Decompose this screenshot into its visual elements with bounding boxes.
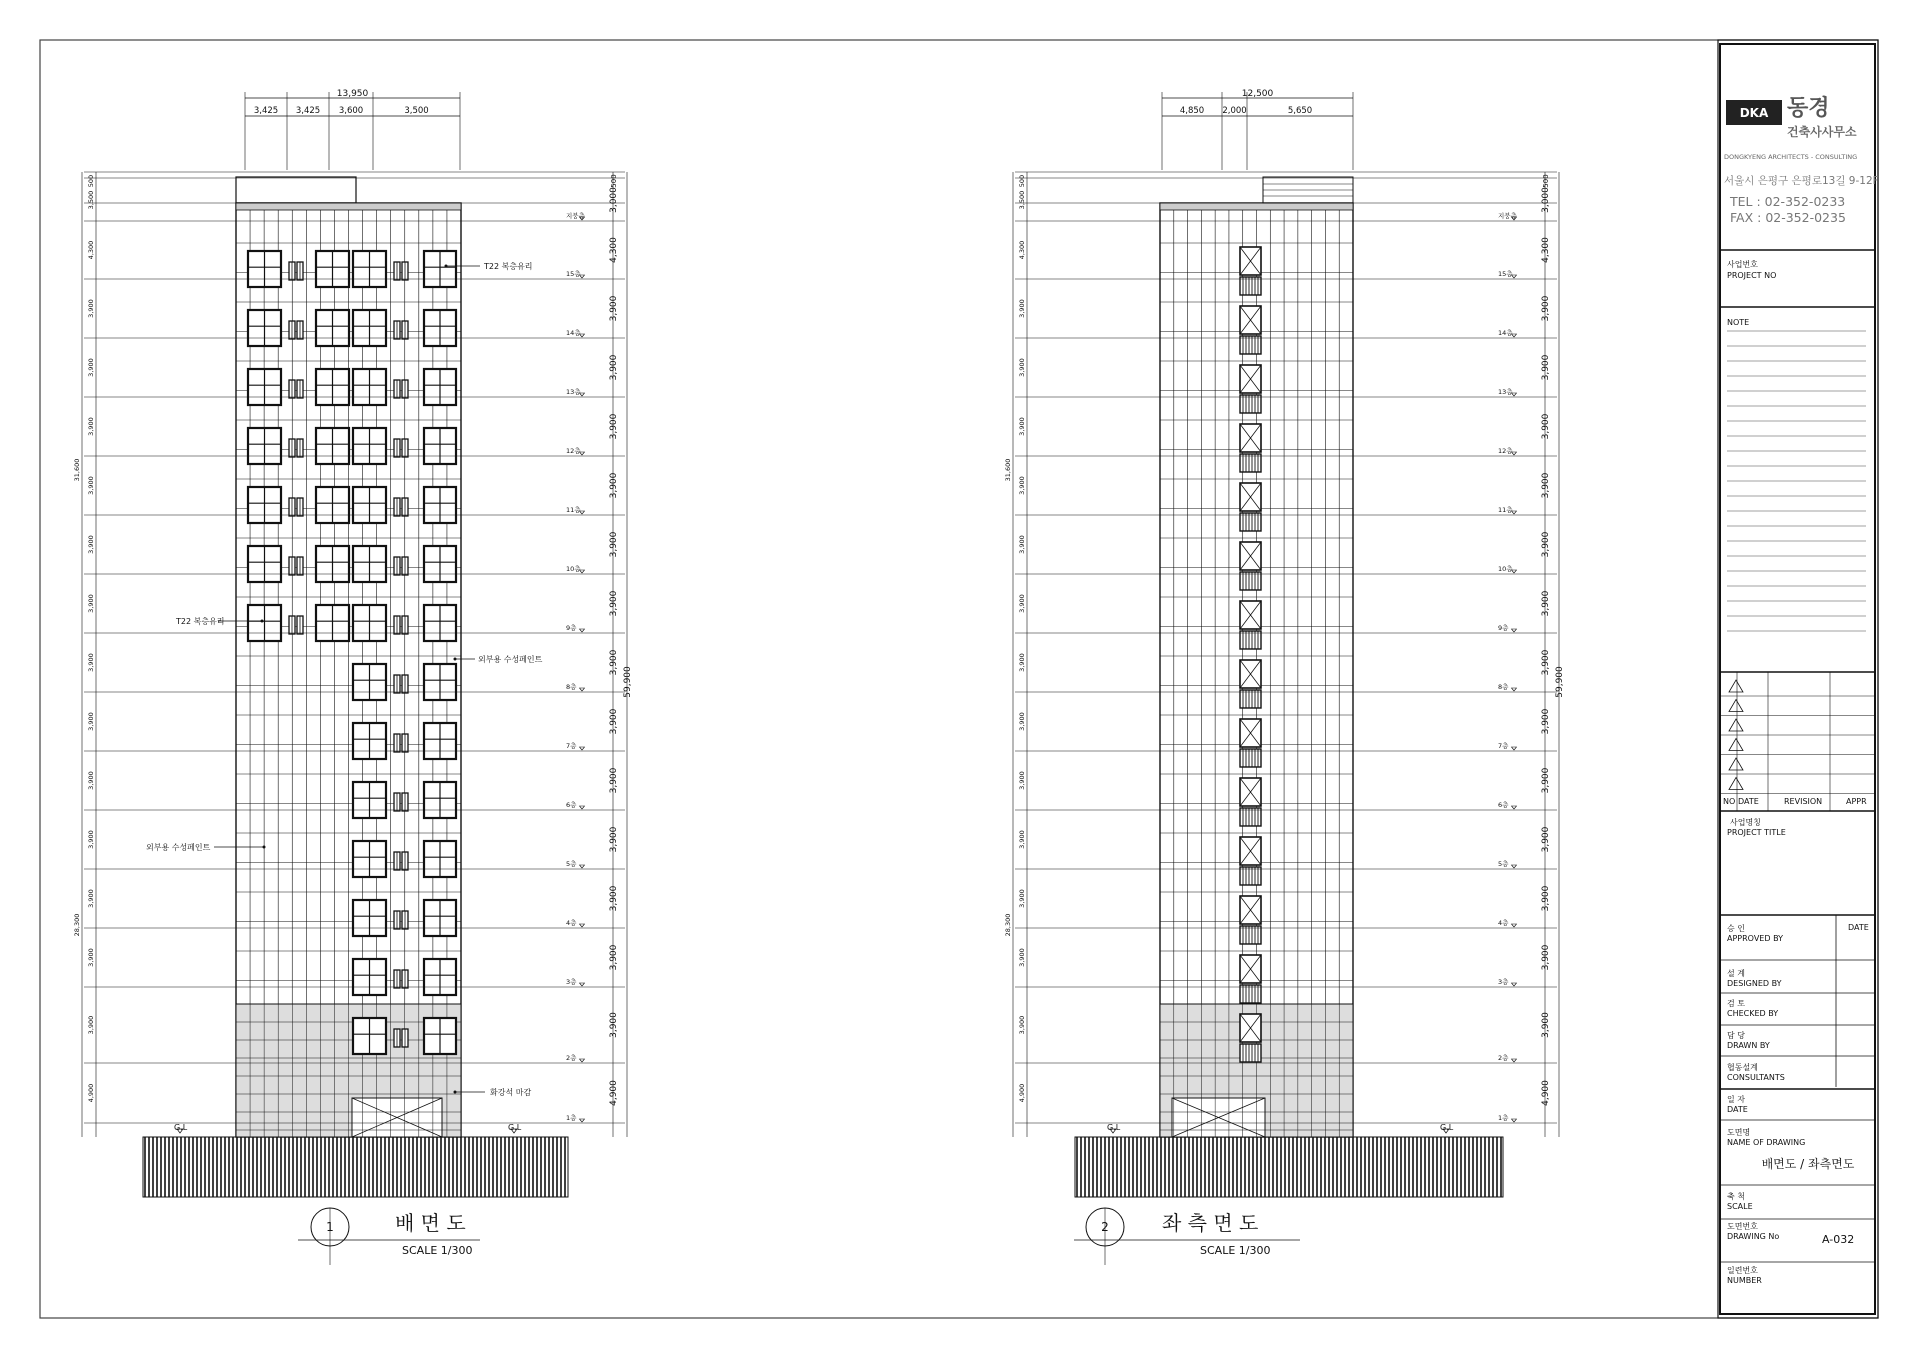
svg-text:NOTE: NOTE (1727, 318, 1750, 327)
dim-bay-text: 3,600 (338, 106, 364, 116)
dim-right-text: 3,000 (609, 187, 619, 213)
dim-right-total-text: 59,900 (623, 666, 633, 698)
svg-text:외부용 수성페인트: 외부용 수성페인트 (478, 655, 543, 664)
level-label: 8층 (1498, 683, 1509, 691)
gl-label-2b: G.L (1440, 1123, 1454, 1132)
view-title-1 (298, 1208, 480, 1265)
svg-text:PROJECT NO: PROJECT NO (1727, 271, 1777, 280)
level-label: 8층 (566, 683, 577, 691)
dim-left-total-upper: 31,600 (1004, 458, 1012, 482)
dim-right-text: 3,000 (1541, 187, 1551, 213)
dim-left-text: 3,900 (1018, 771, 1026, 790)
level-label: 10층 (566, 565, 581, 573)
dim-right-text: 3,900 (609, 531, 619, 558)
level-triangle (1512, 747, 1517, 750)
svg-text:2: 2 (1101, 1220, 1109, 1234)
dim-left-text: 3,900 (87, 889, 95, 908)
dim-right-text: 3,900 (1541, 354, 1551, 381)
note-lines (1727, 331, 1866, 631)
parapet-band-2 (1160, 203, 1353, 210)
firm-logo-icon (1726, 100, 1782, 125)
dim-left-text: 3,900 (1018, 594, 1026, 613)
level-label: 9층 (566, 624, 577, 632)
dim-top-extra-left: 500 (1018, 174, 1026, 188)
revision-triangle-icon (1729, 700, 1743, 712)
svg-text:검 토: 검 토 (1727, 999, 1745, 1008)
svg-text:NUMBER: NUMBER (1727, 1276, 1762, 1285)
level-label: 13층 (566, 388, 581, 396)
level-triangle (580, 1119, 585, 1122)
revision-triangle-icon (1729, 778, 1743, 790)
level-triangle (580, 629, 585, 632)
dim-left-text: 3,900 (87, 948, 95, 967)
level-label: 7층 (1498, 742, 1509, 750)
dim-left-text: 3,900 (87, 417, 95, 436)
svg-text:협동설계: 협동설계 (1727, 1063, 1758, 1072)
dim-right-text: 3,900 (609, 885, 619, 912)
dim-right-text: 3,900 (1541, 472, 1551, 499)
dim-top-extra-left: 500 (87, 174, 95, 188)
svg-text:APPROVED BY: APPROVED BY (1727, 934, 1784, 943)
firm-english: DONGKYENG ARCHITECTS - CONSULTING (1724, 153, 1858, 161)
level-triangle (1512, 629, 1517, 632)
dim-right-text: 3,900 (1541, 767, 1551, 794)
svg-text:T22 복층유리: T22 복층유리 (484, 262, 533, 271)
dim-right-text: 3,900 (1541, 590, 1551, 617)
dim-left-total-upper: 31,600 (73, 458, 81, 482)
dim-left-text: 3,900 (87, 771, 95, 790)
gl-label-1b: G.L (508, 1123, 522, 1132)
svg-text:T22 복층유리: T22 복층유리 (176, 617, 225, 626)
dim-bay-text: 3,425 (253, 106, 279, 116)
firm-tel: TEL : 02-352-0233 (1730, 194, 1846, 209)
svg-text:A-032: A-032 (1822, 1233, 1855, 1246)
dim-left-text: 3,500 (1018, 190, 1026, 210)
dim-right-text: 3,900 (609, 826, 619, 853)
entrance-door-1 (352, 1098, 442, 1137)
level-label: 지붕층 (1498, 212, 1517, 220)
dim-total-text: 12,500 (1241, 89, 1274, 99)
level-label: 14층 (1498, 329, 1513, 337)
level-triangle (580, 983, 585, 986)
firm-address: 서울시 은평구 은평로13길 9-12F (1724, 175, 1879, 187)
dim-left-text: 3,900 (87, 594, 95, 613)
dim-left-text: 3,900 (87, 653, 95, 672)
level-label: 3층 (566, 978, 577, 986)
note-paint-right (454, 654, 543, 664)
dim-right-text: 3,900 (1541, 944, 1551, 971)
svg-text:DRAWN BY: DRAWN BY (1727, 1041, 1770, 1050)
dim-top-extra-right: 500 (1542, 174, 1550, 188)
dim-left-text: 3,900 (1018, 535, 1026, 554)
dim-left-text: 3,900 (87, 299, 95, 318)
svg-text:설 계: 설 계 (1727, 969, 1745, 978)
level-label: 9층 (1498, 624, 1509, 632)
left-side-elevation (1004, 89, 1565, 1265)
level-label: 5층 (566, 860, 577, 868)
dim-left-text: 3,900 (1018, 653, 1026, 672)
dim-right-text: 3,900 (1541, 885, 1551, 912)
dim-left-text: 3,900 (1018, 417, 1026, 436)
dim-left-text: 3,900 (87, 1015, 95, 1035)
revision-triangle-icon (1729, 719, 1743, 731)
level-label: 2층 (566, 1054, 577, 1062)
dim-right-text: 3,900 (609, 295, 619, 322)
dim-right-text: 3,900 (609, 413, 619, 440)
dim-right-text: 3,900 (1541, 413, 1551, 440)
dim-top-extra-right: 500 (610, 174, 618, 188)
windows-1 (248, 251, 456, 1054)
dim-left-text: 3,900 (87, 358, 95, 377)
svg-text:사업번호: 사업번호 (1727, 260, 1758, 269)
level-label: 14층 (566, 329, 581, 337)
title-block (1718, 40, 1879, 1318)
level-label: 15층 (566, 270, 581, 278)
roof-equipment-2 (1263, 177, 1353, 203)
penthouse-1 (236, 177, 356, 203)
svg-text:도면명: 도면명 (1727, 1128, 1751, 1137)
dim-left-text: 3,900 (87, 476, 95, 495)
dim-right-text: 3,900 (609, 472, 619, 499)
svg-text:담 당: 담 당 (1727, 1031, 1745, 1040)
windows-2 (1240, 247, 1261, 1062)
dim-bay-text: 3,425 (295, 106, 321, 116)
dim-left-text: 3,900 (1018, 1015, 1026, 1035)
dim-left-text: 3,900 (1018, 889, 1026, 908)
note-paint-left (146, 842, 266, 852)
dim-right-text: 4,300 (609, 237, 619, 263)
dim-right-text: 3,900 (609, 944, 619, 971)
svg-text:좌 측 면 도: 좌 측 면 도 (1162, 1211, 1259, 1235)
note-granite (454, 1087, 532, 1097)
svg-text:축 척: 축 척 (1727, 1192, 1745, 1201)
level-triangle (1512, 924, 1517, 927)
level-label: 11층 (566, 506, 581, 514)
svg-text:NAME OF DRAWING: NAME OF DRAWING (1727, 1138, 1806, 1147)
revision-table (1720, 672, 1875, 811)
gl-label-2a: G.L (1107, 1123, 1121, 1132)
dim-left-text: 3,900 (1018, 476, 1026, 495)
level-label: 11층 (1498, 506, 1513, 514)
level-triangle (580, 747, 585, 750)
dim-left-text: 3,900 (87, 830, 95, 849)
level-label: 13층 (1498, 388, 1513, 396)
dim-bay-text: 5,650 (1287, 106, 1313, 116)
level-triangle (1512, 1059, 1517, 1062)
level-label: 지붕층 (566, 212, 585, 220)
level-label: 4층 (566, 919, 577, 927)
svg-text:PROJECT TITLE: PROJECT TITLE (1727, 828, 1786, 837)
revision-triangle-icon (1729, 680, 1743, 692)
dim-right-text: 3,900 (609, 649, 619, 676)
rear-elevation (73, 89, 633, 1265)
svg-text:DKA: DKA (1739, 106, 1769, 120)
dim-right-total-text: 59,900 (1555, 666, 1565, 698)
level-label: 12층 (1498, 447, 1513, 455)
dim-right-text: 3,900 (609, 767, 619, 794)
level-label: 6층 (1498, 801, 1509, 809)
dim-right-text: 4,900 (1541, 1080, 1551, 1106)
svg-text:일련번호: 일련번호 (1727, 1266, 1758, 1275)
level-label: 5층 (1498, 860, 1509, 868)
revision-triangle-icon (1729, 739, 1743, 751)
dim-right-text: 4,300 (1541, 237, 1551, 263)
svg-text:DESIGNED BY: DESIGNED BY (1727, 979, 1782, 988)
dim-right-text: 3,900 (609, 354, 619, 381)
firm-name: 동경 (1787, 96, 1830, 121)
level-triangle (580, 806, 585, 809)
level-triangle (580, 1059, 585, 1062)
svg-text:DATE: DATE (1848, 923, 1869, 932)
level-triangle (1512, 1119, 1517, 1122)
svg-text:배면도 / 좌측면도: 배면도 / 좌측면도 (1761, 1157, 1855, 1171)
svg-text:CHECKED BY: CHECKED BY (1727, 1009, 1779, 1018)
svg-text:SCALE 1/300: SCALE 1/300 (402, 1244, 473, 1257)
level-triangle (580, 865, 585, 868)
level-label: 3층 (1498, 978, 1509, 986)
dim-right-text: 3,900 (1541, 295, 1551, 322)
dim-right-text: 3,900 (1541, 649, 1551, 676)
dim-left-text: 4,300 (1018, 240, 1026, 260)
firm-subtitle: 건축사사무소 (1787, 125, 1857, 139)
ground-hatch-1 (143, 1137, 568, 1197)
svg-text:DATE: DATE (1738, 797, 1759, 806)
dim-bay-text: 3,500 (404, 106, 429, 116)
svg-text:1: 1 (326, 1220, 334, 1234)
entrance-door-2 (1172, 1098, 1265, 1137)
svg-text:DRAWING No: DRAWING No (1727, 1232, 1780, 1241)
svg-text:도면번호: 도면번호 (1727, 1222, 1758, 1231)
dim-left-text: 3,500 (87, 190, 95, 210)
view-title-2 (1074, 1208, 1300, 1265)
dim-bay-text: 2,000 (1222, 106, 1247, 116)
gl-label-1a: G.L (174, 1123, 188, 1132)
dim-left-total-lower: 28,300 (73, 913, 81, 937)
dim-total-text: 13,950 (336, 89, 369, 99)
level-label: 15층 (1498, 270, 1513, 278)
svg-text:배 면 도: 배 면 도 (395, 1211, 466, 1235)
dimensions-2 (1004, 89, 1565, 1137)
level-triangle (580, 924, 585, 927)
dim-left-text: 3,900 (1018, 299, 1026, 318)
dim-left-text: 3,900 (87, 712, 95, 731)
firm-fax: FAX : 02-352-0235 (1730, 210, 1846, 225)
level-triangle (580, 688, 585, 691)
svg-text:승 인: 승 인 (1727, 924, 1745, 933)
svg-text:일 자: 일 자 (1727, 1095, 1745, 1104)
note-glass-right (445, 261, 533, 271)
dim-left-text: 3,900 (1018, 948, 1026, 967)
svg-text:사업명칭: 사업명칭 (1730, 818, 1761, 827)
dim-left-text: 4,900 (1018, 1083, 1026, 1103)
dim-left-text: 4,300 (87, 240, 95, 260)
level-label: 10층 (1498, 565, 1513, 573)
dim-left-text: 3,900 (1018, 358, 1026, 377)
parapet-band-1 (236, 203, 461, 210)
ground-hatch-2 (1075, 1137, 1503, 1197)
dim-bay-text: 4,850 (1179, 106, 1205, 116)
svg-text:SCALE: SCALE (1727, 1202, 1753, 1211)
level-label: 2층 (1498, 1054, 1509, 1062)
svg-text:DATE: DATE (1727, 1105, 1748, 1114)
dim-right-text: 3,900 (1541, 531, 1551, 558)
dim-left-text: 4,900 (87, 1083, 95, 1103)
level-label: 1층 (1498, 1114, 1509, 1122)
level-label: 4층 (1498, 919, 1509, 927)
dim-left-total-lower: 28,300 (1004, 913, 1012, 937)
dim-left-text: 3,900 (1018, 712, 1026, 731)
dim-right-text: 3,900 (1541, 1012, 1551, 1038)
svg-text:APPR: APPR (1846, 797, 1867, 806)
level-label: 7층 (566, 742, 577, 750)
dim-left-text: 3,900 (1018, 830, 1026, 849)
revision-triangle-icon (1729, 758, 1743, 770)
dim-left-text: 3,900 (87, 535, 95, 554)
svg-text:CONSULTANTS: CONSULTANTS (1727, 1073, 1785, 1082)
level-triangle (1512, 865, 1517, 868)
svg-text:SCALE 1/300: SCALE 1/300 (1200, 1244, 1271, 1257)
dim-right-text: 3,900 (609, 590, 619, 617)
dim-right-text: 3,900 (609, 1012, 619, 1038)
level-label: 12층 (566, 447, 581, 455)
level-triangle (1512, 688, 1517, 691)
level-triangle (1512, 806, 1517, 809)
svg-text:REVISION: REVISION (1784, 797, 1823, 806)
svg-text:화강석 마감: 화강석 마감 (490, 1088, 532, 1097)
svg-text:NO: NO (1723, 797, 1736, 806)
level-triangle (1512, 983, 1517, 986)
dim-right-text: 3,900 (1541, 708, 1551, 735)
dim-right-text: 3,900 (609, 708, 619, 735)
level-label: 6층 (566, 801, 577, 809)
level-label: 1층 (566, 1114, 577, 1122)
svg-text:외부용 수성페인트: 외부용 수성페인트 (146, 843, 211, 852)
dim-right-text: 4,900 (609, 1080, 619, 1106)
dim-right-text: 3,900 (1541, 826, 1551, 853)
